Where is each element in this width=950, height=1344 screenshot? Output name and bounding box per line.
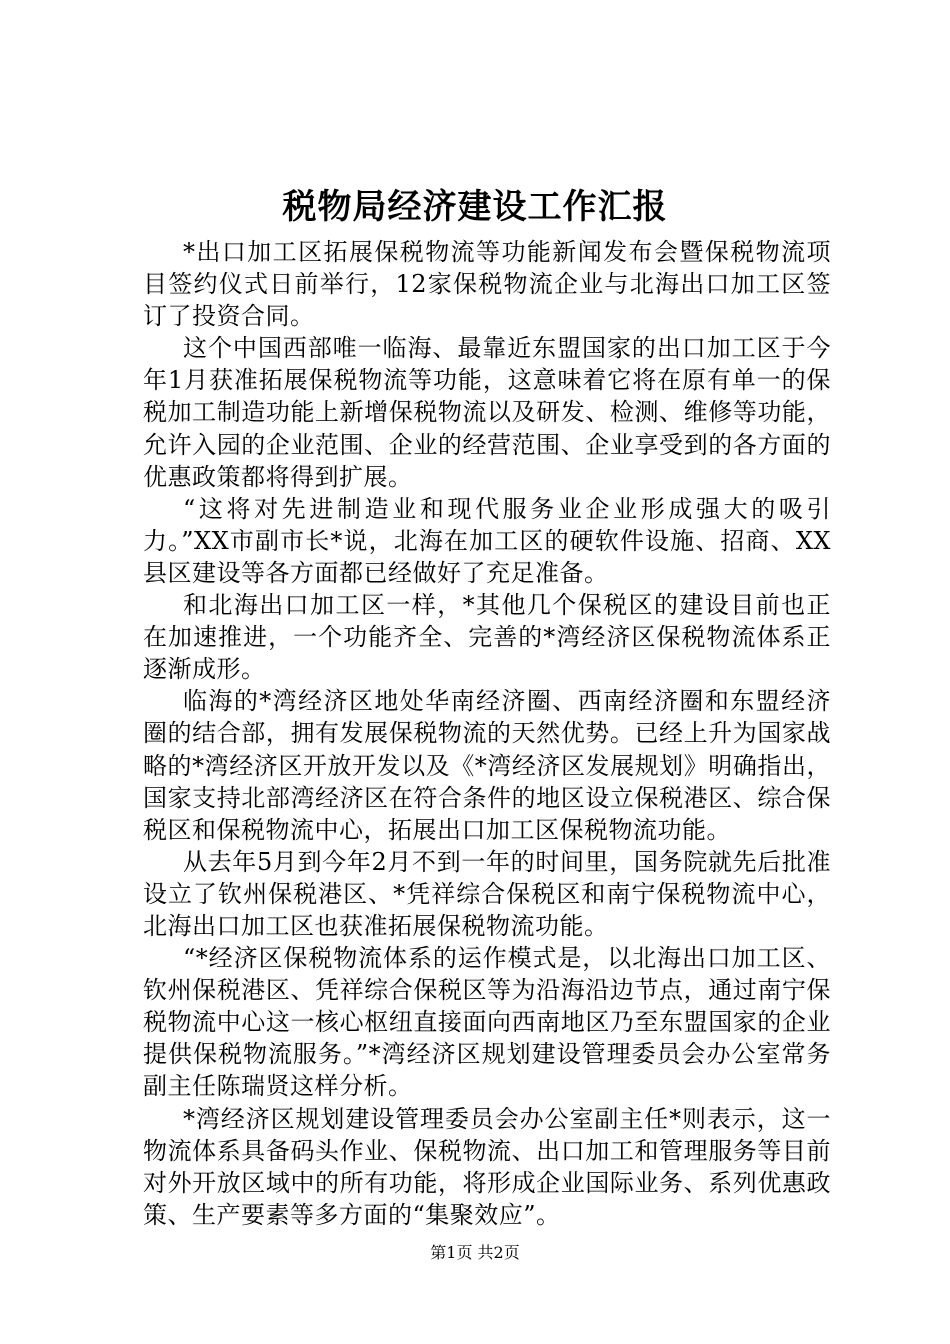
paragraph: 这个中国西部唯一临海、最靠近东盟国家的出口加工区于今年1月获准拓展保税物流等功能，这意味着它将在原有单一的保税加工制造功能上新增保税物流以及研发、检测、维修等功能，允许入园的企业范围、企业的经营范围、企业享受到的各方面的优惠政策都将得到扩展。 <box>143 334 831 491</box>
document-body <box>143 236 831 1231</box>
paragraph: 临海的*湾经济区地处华南经济圈、西南经济圈和东盟经济圈的结合部，拥有发展保税物流的天然优势。已经上升为国家战略的*湾经济区开放开发以及《*湾经济区发展规划》明确指出，国家支持北部湾经济区在符合条件的地区设立保税港区、综合保税区和保税物流中心，拓展出口加工区保税物流功能。 <box>143 687 831 844</box>
page-title: 税物局经济建设工作汇报 <box>282 187 668 227</box>
page-footer-indicator: 第1页 共2页 <box>430 1243 520 1262</box>
paragraph: 从去年5月到今年2月不到一年的时间里，国务院就先后批准设立了钦州保税港区、*凭祥综合保税区和南宁保税物流中心，北海出口加工区也获准拓展保税物流功能。 <box>143 847 831 940</box>
paragraph: *湾经济区规划建设管理委员会办公室副主任*则表示，这一物流体系具备码头作业、保税物流、出口加工和管理服务等目前对外开放区域中的所有功能，将形成企业国际业务、系列优惠政策、生产要素等多方面的“集聚效应”。 <box>143 1104 831 1229</box>
paragraph: “这将对先进制造业和现代服务业企业形成强大的吸引力。”XX市副市长*说，北海在加工区的硬软件设施、招商、XX县区建设等各方面都已经做好了充足准备。 <box>143 494 831 587</box>
paragraph: “*经济区保税物流体系的运作模式是，以北海出口加工区、钦州保税港区、凭祥综合保税区等为沿海沿边节点，通过南宁保税物流中心这一核心枢纽直接面向西南地区乃至东盟国家的企业提供保税物流服务。”*湾经济区规划建设管理委员会办公室常务副主任陈瑞贤这样分析。 <box>143 944 831 1101</box>
paragraph: 和北海出口加工区一样，*其他几个保税区的建设目前也正在加速推进，一个功能齐全、完善的*湾经济区保税物流体系正逐渐成形。 <box>143 591 831 684</box>
paragraph: *出口加工区拓展保税物流等功能新闻发布会暨保税物流项目签约仪式日前举行，12家保税物流企业与北海出口加工区签订了投资合同。 <box>143 238 831 331</box>
